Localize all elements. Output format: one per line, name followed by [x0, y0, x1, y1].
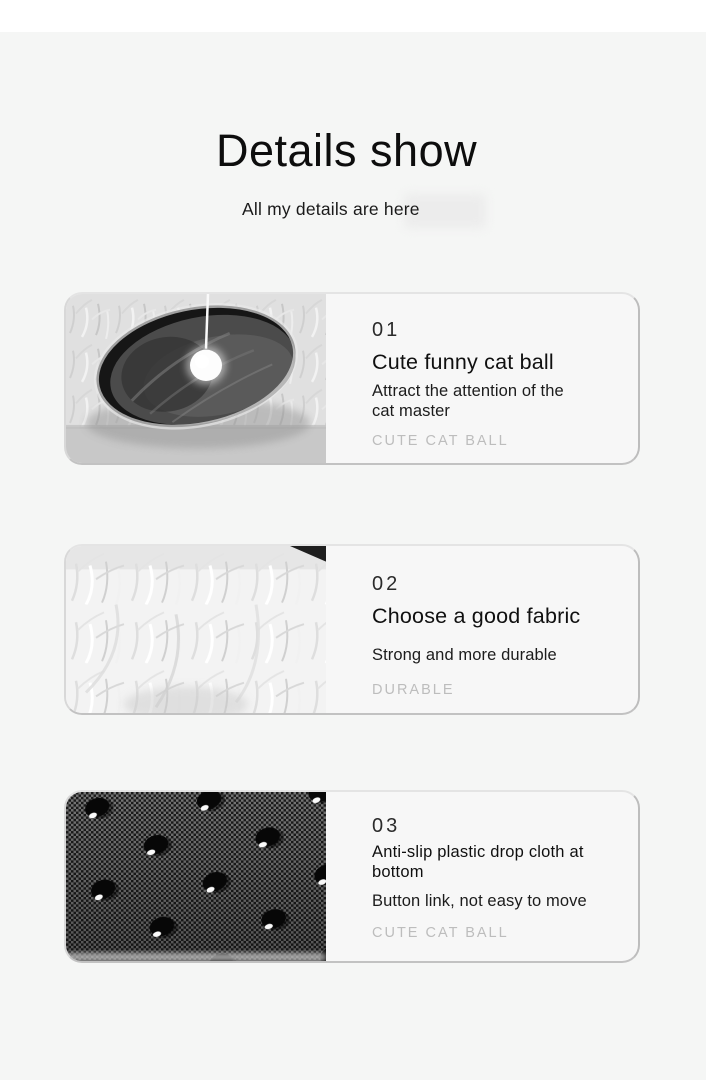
cat-tunnel-image	[66, 294, 326, 463]
card-number: 03	[372, 815, 401, 837]
detail-card-anti-slip	[64, 790, 640, 963]
card-description: Button link, not easy to move	[372, 891, 587, 910]
card-tag: CUTE CAT BALL	[372, 925, 509, 942]
card-tag: CUTE CAT BALL	[372, 433, 509, 450]
detail-card-cat-ball	[64, 292, 640, 465]
card-number: 01	[372, 319, 401, 341]
card-title: Anti-slip plastic drop cloth at bottom	[372, 843, 584, 881]
card-text-block	[326, 294, 638, 463]
card-number: 02	[372, 573, 401, 595]
detail-card-fabric	[64, 544, 640, 715]
card-description: Strong and more durable	[372, 645, 557, 664]
card-tag: DURABLE	[372, 681, 455, 698]
plush-fabric-image	[66, 546, 326, 713]
page-title: Details show	[216, 125, 478, 176]
card-title: Choose a good fabric	[372, 604, 581, 628]
card-text-block	[326, 546, 638, 713]
card-text-block	[326, 792, 638, 961]
card-title: Cute funny cat ball	[372, 350, 554, 374]
anti-slip-fabric-image	[66, 792, 326, 961]
card-description: Attract the attention of the cat master	[372, 381, 564, 420]
page-subtitle: All my details are here	[242, 199, 420, 219]
top-strip	[0, 0, 706, 32]
